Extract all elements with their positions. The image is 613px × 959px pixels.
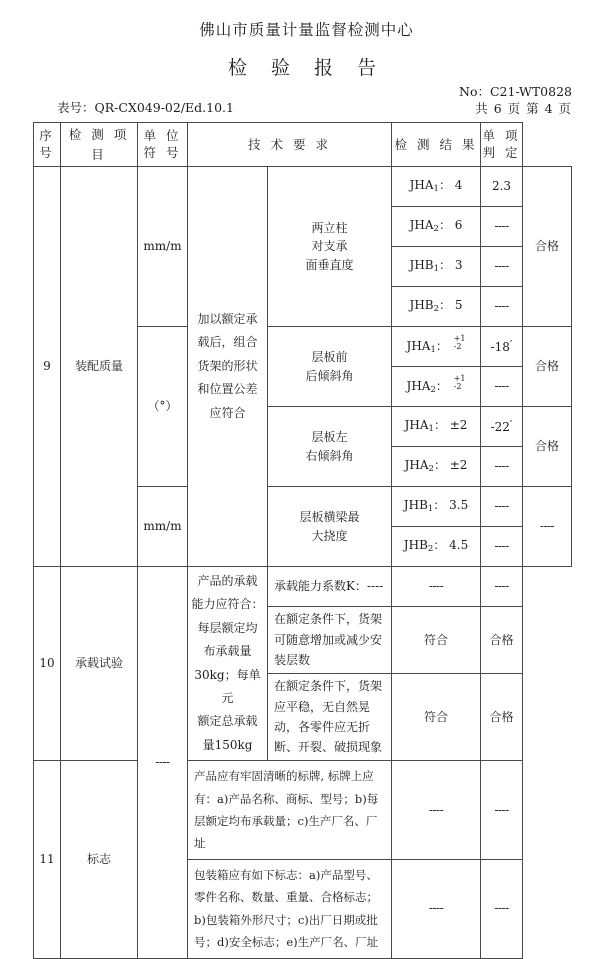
- spec-code: $JHB_1$： 3: [392, 247, 481, 287]
- spec-result: ----: [481, 527, 523, 567]
- col-header-seq: 序 号: [34, 123, 61, 167]
- row-requirement: 产品的承载 能力应符合： 每层额定均 布承载量 30kg；每单元 额定总承载 量150kg: [188, 567, 268, 761]
- spec-text: 包装箱应有如下标志：a)产品型号、零件名称、数量、重量、合格标志；b)包装箱外形尺寸；c)出厂日期或批号；d)安全标志；e)生产厂名、厂址: [188, 859, 392, 958]
- inspection-table-body: [33, 122, 572, 959]
- spec-code: $JHA_2$： +1 -2: [392, 367, 481, 407]
- table-row: [34, 167, 572, 207]
- table-row: [34, 567, 572, 607]
- report-number: No：C21-WT0828: [459, 84, 572, 99]
- spec-result: ----: [481, 287, 523, 327]
- organization-title: 佛山市质量计量监督检测中心: [199, 21, 414, 39]
- spec-group-label: 层板左 右倾斜角: [268, 407, 392, 487]
- spec-result: ----: [481, 447, 523, 487]
- spec-result: ----: [481, 487, 523, 527]
- row-seq: 10: [34, 567, 61, 761]
- spec-result: ----: [481, 247, 523, 287]
- spec-judgement: 合格: [481, 673, 523, 760]
- col-header-judgement: 单 项 判 定: [481, 123, 523, 167]
- spec-result: -22′: [481, 407, 523, 447]
- spec-result: ----: [392, 567, 481, 607]
- spec-group-judgement: 合格: [523, 407, 572, 487]
- spec-result: ----: [392, 761, 481, 860]
- row-item-name: 装配质量: [61, 167, 138, 567]
- row-item-name: 承载试验: [61, 567, 138, 761]
- spec-text: 产品应有牢固清晰的标牌, 标牌上应有：a)产品名称、商标、型号；b)每层额定均布承载量；c)生产厂名、厂址: [188, 761, 392, 860]
- spec-group-judgement: 合格: [523, 327, 572, 407]
- document-title: 检 验 报 告: [227, 57, 386, 79]
- table-row: [34, 761, 572, 860]
- col-header-item: 检 测 项 目: [61, 123, 138, 167]
- spec-judgement: 合格: [481, 607, 523, 674]
- form-number: 表号：QR-CX049-02/Ed.10.1: [57, 100, 234, 115]
- spec-group-label: 层板前 后倾斜角: [268, 327, 392, 407]
- col-header-unit: 单 位 符 号: [138, 123, 188, 167]
- page-info: 共 6 页 第 4 页: [475, 101, 572, 116]
- row-unit: （°）: [138, 327, 188, 487]
- spec-result: 符合: [392, 607, 481, 674]
- spec-result: 符合: [392, 673, 481, 760]
- spec-code: $JHA_1$： +1 -2: [392, 327, 481, 367]
- col-header-result: 检 测 结 果: [392, 123, 481, 167]
- spec-group-label: 层板横梁最 大挠度: [268, 487, 392, 567]
- spec-group-judgement: ----: [523, 487, 572, 567]
- table-header-row: [34, 123, 572, 167]
- row-requirement: 加以额定承 载后，组合 货架的形状 和位置公差 应符合: [188, 167, 268, 567]
- spec-code: $JHA_1$： 4: [392, 167, 481, 207]
- spec-code: $JHB_1$： 3.5: [392, 487, 481, 527]
- row-item-name: 标志: [61, 761, 138, 958]
- row-seq: 9: [34, 167, 61, 567]
- spec-judgement: ----: [481, 567, 523, 607]
- spec-code: $JHA_1$： ±2: [392, 407, 481, 447]
- spec-text: 承载能力系数K：----: [268, 567, 392, 607]
- spec-group-judgement: 合格: [523, 167, 572, 327]
- spec-code: $JHB_2$： 5: [392, 287, 481, 327]
- row-unit: mm/m: [138, 487, 188, 567]
- col-header-tech-req: 技 术 要 求: [188, 123, 392, 167]
- spec-result: ----: [392, 859, 481, 958]
- spec-code: $JHB_2$： 4.5: [392, 527, 481, 567]
- row-seq: 11: [34, 761, 61, 958]
- spec-result: 2.3: [481, 167, 523, 207]
- spec-result: -18′: [481, 327, 523, 367]
- spec-judgement: ----: [481, 761, 523, 860]
- spec-judgement: ----: [481, 859, 523, 958]
- spec-text: 在额定条件下，货架应平稳，无自然晃动，各零件应无折断、开裂、破损现象: [268, 673, 392, 760]
- spec-code: $JHA_2$： ±2: [392, 447, 481, 487]
- spec-code: $JHA_2$： 6: [392, 207, 481, 247]
- spec-result: ----: [481, 367, 523, 407]
- spec-text: 在额定条件下，货架可随意增加或减少安装层数: [268, 607, 392, 674]
- row-unit: mm/m: [138, 167, 188, 327]
- row-unit: ----: [138, 567, 188, 959]
- spec-result: ----: [481, 207, 523, 247]
- spec-group-label: 两立柱 对支承 面垂直度: [268, 167, 392, 327]
